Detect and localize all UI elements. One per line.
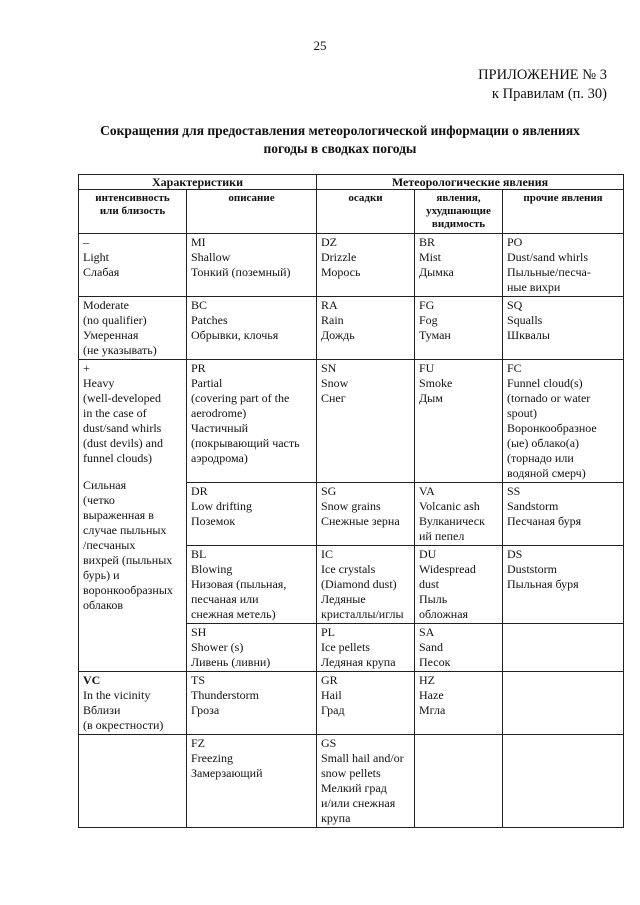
cell-line: снежная метель) (191, 607, 276, 621)
cell-line: Sandstorm (507, 499, 559, 513)
cell-line: Funnel cloud(s) (507, 376, 583, 390)
description-bc-cell (187, 297, 317, 360)
cell-line: (no qualifier) (83, 313, 147, 327)
cell-line: Пыль (419, 592, 448, 606)
cell-code: DS (507, 547, 523, 561)
other-sq-cell (503, 297, 624, 360)
cell-line: Blowing (191, 562, 233, 576)
title-line-1: Сокращения для предоставления метеорологической информации о явлениях (100, 123, 580, 138)
title-line-2: погоды в сводках погоды (263, 141, 417, 156)
cell-line: In the vicinity (83, 688, 151, 702)
cell-line: Ice pellets (321, 640, 370, 654)
header-sub-row (79, 190, 624, 234)
cell-line: Hail (321, 688, 342, 702)
cell-code: DR (191, 484, 208, 498)
cell-line: (tornado or water (507, 391, 591, 405)
description-dr-cell (187, 483, 317, 546)
precipitation-dz-cell (317, 234, 415, 297)
cell-line: Ливень (ливни) (191, 655, 271, 669)
header-precipitation: осадки (317, 190, 415, 234)
cell-line: Squalls (507, 313, 543, 327)
other-empty-cell (503, 735, 624, 828)
cell-line: (dust devils) and (83, 436, 163, 450)
cell-line: Мелкий град (321, 781, 387, 795)
other-po-cell (503, 234, 624, 297)
description-fz-cell (187, 735, 317, 828)
cell-line: Shower (s) (191, 640, 244, 654)
cell-code: FC (507, 361, 522, 375)
cell-line: ные вихри (507, 280, 561, 294)
description-ts-cell (187, 672, 317, 735)
cell-line: Воронкообразное (507, 421, 597, 435)
cell-line: spout) (507, 406, 537, 420)
cell-code: SG (321, 484, 337, 498)
intensity-heavy-cell (79, 360, 187, 672)
cell-line: Вулканическ (419, 514, 485, 528)
cell-line: ий пепел (419, 529, 465, 543)
cell-line: воронкообразных (83, 583, 173, 597)
cell-line: Низовая (пыльная, (191, 577, 287, 591)
description-sh-cell (187, 624, 317, 672)
precipitation-gs-cell (317, 735, 415, 828)
cell-line: Шквалы (507, 328, 550, 342)
cell-code: PR (191, 361, 206, 375)
cell-line: Пыльные/песча- (507, 265, 591, 279)
cell-code: VA (419, 484, 435, 498)
cell-line: Снежные зерна (321, 514, 400, 528)
header-phenomena: Метеорологические явления (317, 175, 624, 190)
intensity-heavy-ru (83, 478, 182, 613)
document-title (60, 122, 620, 158)
table-row (79, 234, 624, 297)
cell-code: GR (321, 673, 338, 687)
precipitation-ra-cell (317, 297, 415, 360)
cell-line: Widespread (419, 562, 476, 576)
cell-line: Haze (419, 688, 444, 702)
cell-code: IC (321, 547, 333, 561)
intensity-moderate-cell (79, 297, 187, 360)
precipitation-sg-cell (317, 483, 415, 546)
cell-line: Туман (419, 328, 451, 342)
cell-line: Heavy (83, 376, 115, 390)
cell-code: RA (321, 298, 338, 312)
cell-line: Вблизи (83, 703, 121, 717)
cell-line: Duststorm (507, 562, 558, 576)
other-fc-cell (503, 360, 624, 483)
cell-code: PL (321, 625, 336, 639)
cell-line: Снег (321, 391, 346, 405)
table-row (79, 735, 624, 828)
header-line: явления, (436, 192, 481, 204)
header-characteristics: Характеристики (79, 175, 317, 190)
cell-line: (в окрестности) (83, 718, 164, 732)
cell-line: Ice crystals (321, 562, 376, 576)
table-row (79, 672, 624, 735)
visibility-hz-cell (415, 672, 503, 735)
cell-line: Песок (419, 655, 451, 669)
intensity-heavy-en (83, 361, 182, 466)
cell-code: FZ (191, 736, 206, 750)
header-other: прочие явления (503, 190, 624, 234)
precipitation-ic-cell (317, 546, 415, 624)
precipitation-pl-cell (317, 624, 415, 672)
other-empty-cell (503, 624, 624, 672)
cell-line: Град (321, 703, 345, 717)
cell-line: облаков (83, 598, 124, 612)
intensity-empty-cell (79, 735, 187, 828)
appendix-heading (478, 66, 607, 104)
cell-code: SN (321, 361, 337, 375)
header-line: или близость (99, 205, 166, 217)
cell-line: (covering part of the (191, 391, 290, 405)
cell-code: VC (83, 673, 101, 687)
cell-line: водяной смерч) (507, 466, 586, 480)
cell-line: Sand (419, 640, 443, 654)
cell-code: + (83, 361, 90, 375)
cell-line: и/или снежная (321, 796, 396, 810)
description-mi-cell (187, 234, 317, 297)
cell-code: BR (419, 235, 436, 249)
cell-code: HZ (419, 673, 435, 687)
cell-line: Thunderstorm (191, 688, 259, 702)
cell-line: (четко (83, 493, 115, 507)
cell-code: SQ (507, 298, 523, 312)
cell-line: in the case of (83, 406, 147, 420)
cell-code: DU (419, 547, 437, 561)
cell-line: (не указывать) (83, 343, 157, 357)
cell-code: Moderate (83, 298, 129, 312)
cell-line: Snow (321, 376, 349, 390)
visibility-br-cell (415, 234, 503, 297)
cell-line: Dust/sand whirls (507, 250, 588, 264)
cell-line: Пыльная буря (507, 577, 579, 591)
cell-line: Freezing (191, 751, 233, 765)
cell-line: funnel clouds) (83, 451, 152, 465)
cell-line: Слабая (83, 265, 120, 279)
cell-code: GS (321, 736, 337, 750)
cell-code: PO (507, 235, 523, 249)
cell-line: песчаная или (191, 592, 259, 606)
cell-line: Rain (321, 313, 344, 327)
header-line: интенсивность (95, 192, 170, 204)
cell-code: SH (191, 625, 207, 639)
cell-line: обложная (419, 607, 469, 621)
cell-line: Тонкий (поземный) (191, 265, 291, 279)
cell-line: Гроза (191, 703, 220, 717)
cell-line: Fog (419, 313, 438, 327)
intensity-light-cell (79, 234, 187, 297)
description-pr-cell (187, 360, 317, 483)
cell-code: SS (507, 484, 521, 498)
cell-line: Light (83, 250, 109, 264)
cell-line: выраженная в (83, 508, 154, 522)
cell-code: – (83, 235, 89, 249)
cell-line: Ледяная крупа (321, 655, 396, 669)
table-row (79, 360, 624, 483)
cell-line: вихрей (пыльных (83, 553, 173, 567)
header-line: видимость (431, 218, 486, 230)
other-empty-cell (503, 672, 624, 735)
cell-line: Smoke (419, 376, 453, 390)
cell-line: случае пыльных (83, 523, 167, 537)
header-intensity (79, 190, 187, 234)
cell-line: Partial (191, 376, 223, 390)
header-visibility (415, 190, 503, 234)
cell-code: FU (419, 361, 435, 375)
cell-line: Shallow (191, 250, 231, 264)
weather-abbreviations-table (78, 174, 624, 828)
cell-line: snow pellets (321, 766, 381, 780)
cell-code: FG (419, 298, 435, 312)
spacer (83, 466, 182, 478)
cell-line: Small hail and/or (321, 751, 404, 765)
cell-line: бурь) и (83, 568, 120, 582)
appendix-reference: к Правилам (п. 30) (491, 86, 607, 102)
header-line: ухудшающие (426, 205, 491, 217)
cell-code: TS (191, 673, 206, 687)
cell-line: dust/sand whirls (83, 421, 162, 435)
cell-line: Drizzle (321, 250, 357, 264)
intensity-vicinity-cell (79, 672, 187, 735)
cell-line: кристаллы/иглы (321, 607, 404, 621)
cell-code: Сильная (83, 478, 127, 492)
cell-line: аэродрома) (191, 451, 248, 465)
visibility-du-cell (415, 546, 503, 624)
header-group-row (79, 175, 624, 190)
cell-line: /песчаных (83, 538, 136, 552)
cell-code: MI (191, 235, 206, 249)
cell-line: Морось (321, 265, 361, 279)
cell-code: DZ (321, 235, 337, 249)
appendix-label: ПРИЛОЖЕНИЕ № 3 (478, 67, 607, 83)
header-description: описание (187, 190, 317, 234)
visibility-empty-cell (415, 735, 503, 828)
cell-line: Patches (191, 313, 228, 327)
cell-line: Дождь (321, 328, 355, 342)
visibility-fu-cell (415, 360, 503, 483)
page-number: 25 (313, 38, 327, 53)
cell-line: Песчаная буря (507, 514, 582, 528)
precipitation-gr-cell (317, 672, 415, 735)
other-ds-cell (503, 546, 624, 624)
cell-line: крупа (321, 811, 351, 825)
other-ss-cell (503, 483, 624, 546)
precipitation-sn-cell (317, 360, 415, 483)
cell-code: BC (191, 298, 208, 312)
cell-line: Ледяные (321, 592, 366, 606)
cell-code: SA (419, 625, 435, 639)
cell-line: Дым (419, 391, 443, 405)
cell-line: Volcanic ash (419, 499, 480, 513)
cell-line: Поземок (191, 514, 236, 528)
table-row (79, 297, 624, 360)
cell-line: dust (419, 577, 440, 591)
cell-line: Дымка (419, 265, 454, 279)
cell-line: (торнадо или (507, 451, 574, 465)
cell-line: (well-developed (83, 391, 161, 405)
cell-line: Mist (419, 250, 442, 264)
cell-line: Замерзающий (191, 766, 263, 780)
cell-line: Обрывки, клочья (191, 328, 279, 342)
cell-line: Частичный (191, 421, 249, 435)
cell-line: Мгла (419, 703, 446, 717)
cell-line: (покрывающий часть (191, 436, 300, 450)
visibility-sa-cell (415, 624, 503, 672)
cell-line: Snow grains (321, 499, 381, 513)
visibility-fg-cell (415, 297, 503, 360)
visibility-va-cell (415, 483, 503, 546)
cell-line: aerodrome) (191, 406, 247, 420)
cell-line: (Diamond dust) (321, 577, 397, 591)
cell-code: BL (191, 547, 207, 561)
cell-line: (ые) облако(а) (507, 436, 580, 450)
cell-line: Low drifting (191, 499, 252, 513)
cell-line: Умеренная (83, 328, 139, 342)
description-bl-cell (187, 546, 317, 624)
